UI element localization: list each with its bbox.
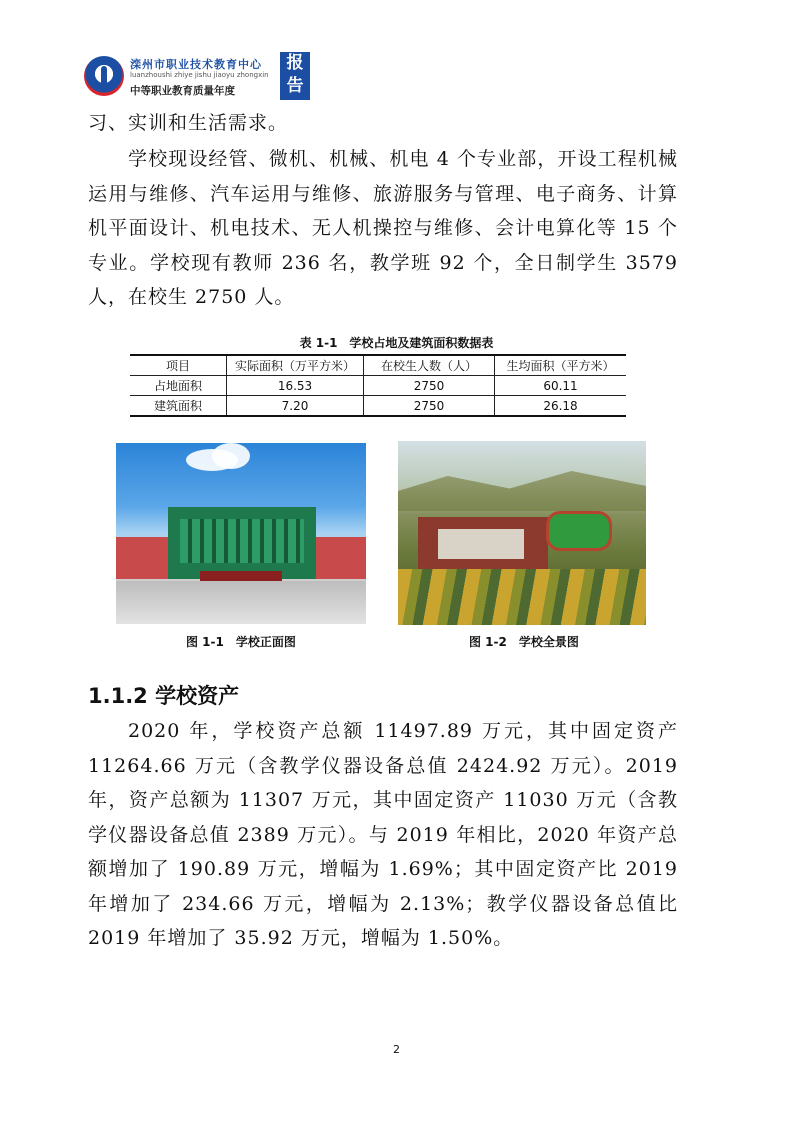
sports-field [546, 511, 612, 551]
building-wing-right [314, 537, 366, 579]
campus-panorama-photo [398, 441, 646, 625]
table-header-row [130, 355, 626, 376]
school-front-photo [116, 443, 366, 624]
paragraph-continued: 习、实训和生活需求。 [88, 112, 289, 134]
header-cell: 实际面积（万平方米） [227, 355, 364, 376]
badge-line-1: 报 [286, 53, 304, 73]
table-cell: 2750 [364, 376, 495, 396]
figure-caption-1: 图 1-1 学校正面图 [186, 635, 296, 649]
autumn-trees [398, 569, 646, 625]
building-windows [180, 519, 304, 563]
page-number: 2 [393, 1043, 400, 1056]
org-name: 滦州市职业技术教育中心 [130, 58, 262, 71]
campus-building-facade [438, 529, 524, 559]
area-data-table [130, 354, 626, 417]
paragraph-departments: 学校现设经管、微机、机械、机电 4 个专业部，开设工程机械运用与维修、汽车运用与维修、旅游服务与管理、电子商务、计算机平面设计、机电技术、无人机操控与维修、会计电算化等 15 个专业。学校现有教师 236 名，教学班 92 个，全日制学生 3579 人，在校生 2750 人。 [88, 148, 678, 308]
header-cell: 项目 [130, 355, 227, 376]
table-row [130, 396, 626, 417]
hills [398, 461, 646, 511]
front-plaza [116, 581, 366, 624]
cloud-shape [212, 443, 250, 469]
table-cell: 占地面积 [130, 376, 227, 396]
report-subtitle: 中等职业教育质量年度 [130, 85, 235, 97]
table-cell: 60.11 [495, 376, 627, 396]
header-cell: 在校生人数（人） [364, 355, 495, 376]
table-caption: 表 1-1 学校占地及建筑面积数据表 [299, 336, 494, 350]
table-row [130, 376, 626, 396]
table-cell: 建筑面积 [130, 396, 227, 417]
building-wing-left [116, 537, 171, 579]
table-cell: 7.20 [227, 396, 364, 417]
paragraph-assets: 2020 年，学校资产总额 11497.89 万元，其中固定资产 11264.66 万元（含教学仪器设备总值 2424.92 万元）。2019 年，资产总额为 11307 万元，其中固定资产 11030 万元（含教学仪器设备总值 2389 万元）。与 2019 年相比，2020 年资产总额增加了 190.89 万元，增幅为 1.69%；其中固定资产比 2019 年增加了 234.66 万元，增幅为 2.13%；教学仪器设备总值比 2019 年增加了 35.92 万元，增幅为 1.50%。 [88, 720, 678, 949]
org-pinyin: luanzhoushi zhiye jishu jiaoyu zhongxin [130, 71, 269, 79]
table-cell: 16.53 [227, 376, 364, 396]
badge-line-2: 告 [286, 76, 304, 96]
building-sign [200, 571, 282, 581]
table-cell: 26.18 [495, 396, 627, 417]
figure-caption-2: 图 1-2 学校全景图 [469, 635, 579, 649]
report-badge [280, 52, 310, 100]
report-header [84, 52, 314, 102]
school-logo-icon [84, 56, 124, 96]
header-cell: 生均面积（平方米） [495, 355, 627, 376]
section-heading: 1.1.2 学校资产 [88, 684, 240, 708]
table-cell: 2750 [364, 396, 495, 417]
